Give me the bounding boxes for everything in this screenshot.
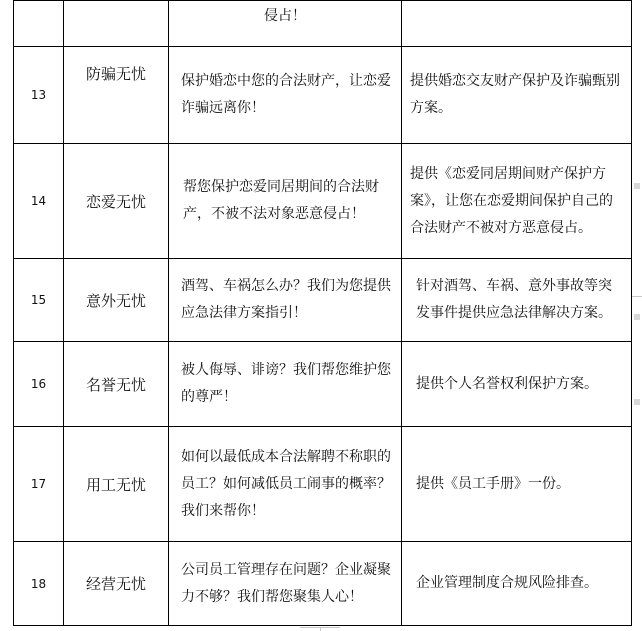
- description-text: 侵占！: [264, 8, 306, 24]
- service-description: [169, 47, 402, 144]
- service-name: [64, 47, 169, 144]
- row-number: 13: [14, 47, 64, 144]
- plan-text: 提供《恋爱同居期间财产保护方案》，让您在恋爱期间保护自己的合法财产不被对方恶意侵占。: [410, 165, 613, 236]
- description-text: 被人侮辱、诽谤？我们帮您维护您的尊严！: [181, 362, 391, 405]
- row-number: 14: [14, 144, 64, 259]
- service-name: 用工无忧: [64, 427, 169, 542]
- plan-text: 提供婚恋交友财产保护及诈骗甄别方案。: [410, 73, 620, 116]
- service-plan: [402, 1, 632, 47]
- page-guide-line: [632, 296, 642, 297]
- paragraph-mark-icon: [634, 314, 640, 320]
- service-description: [169, 342, 402, 427]
- description-text: 公司员工管理存在问题？企业凝聚力不够？我们帮您聚集人心！: [181, 561, 391, 605]
- row-number: 16: [14, 342, 64, 427]
- table-row: [14, 144, 632, 259]
- plan-text: 企业管理制度合规风险排查。: [416, 575, 598, 591]
- service-name-text: 防骗无忧: [85, 65, 146, 83]
- service-description: [169, 427, 402, 542]
- service-plan: [402, 47, 632, 144]
- row-number: 18: [14, 542, 64, 626]
- description-text: 酒驾、车祸怎么办？我们为您提供应急法律方案指引！: [181, 278, 391, 321]
- service-name: 名誉无忧: [64, 342, 169, 427]
- paragraph-mark-icon: [634, 399, 640, 405]
- table-row: [14, 1, 632, 47]
- plan-text: 提供个人名誉权利保护方案。: [416, 375, 598, 392]
- description-text: 如何以最低成本合法解聘不称职的员工？如何减低员工闹事的概率？我们来帮你！: [181, 448, 391, 519]
- page-guide-line: [320, 627, 321, 631]
- service-name: 意外无忧: [64, 259, 169, 342]
- plan-text: 针对酒驾、车祸、意外事故等突发事件提供应急法律解决方案。: [416, 278, 612, 321]
- service-plan: [402, 259, 632, 342]
- table-row: [14, 259, 632, 342]
- plan-text: 提供《员工手册》一份。: [416, 475, 570, 492]
- service-plan: [402, 342, 632, 427]
- service-name: 恋爱无忧: [64, 144, 169, 259]
- row-number: 15: [14, 259, 64, 342]
- service-name: [64, 1, 169, 47]
- service-description: [169, 144, 402, 259]
- paragraph-mark-icon: [634, 183, 640, 189]
- service-description: [169, 259, 402, 342]
- service-plan: [402, 144, 632, 259]
- description-text: 保护婚恋中您的合法财产，让恋爱诈骗远离你！: [181, 73, 391, 116]
- table-row: [14, 342, 632, 427]
- service-name: 经营无忧: [64, 542, 169, 626]
- service-plan: [402, 427, 632, 542]
- service-table: [13, 0, 632, 626]
- description-text: 帮您保护恋爱同居期间的合法财产，不被不法对象恶意侵占！: [183, 179, 379, 222]
- row-number: 17: [14, 427, 64, 542]
- service-description: [169, 542, 402, 626]
- service-plan: [402, 542, 632, 626]
- table-row: [14, 542, 632, 626]
- row-number: [14, 1, 64, 47]
- table-row: [14, 427, 632, 542]
- table-row: [14, 47, 632, 144]
- service-description: [169, 1, 402, 47]
